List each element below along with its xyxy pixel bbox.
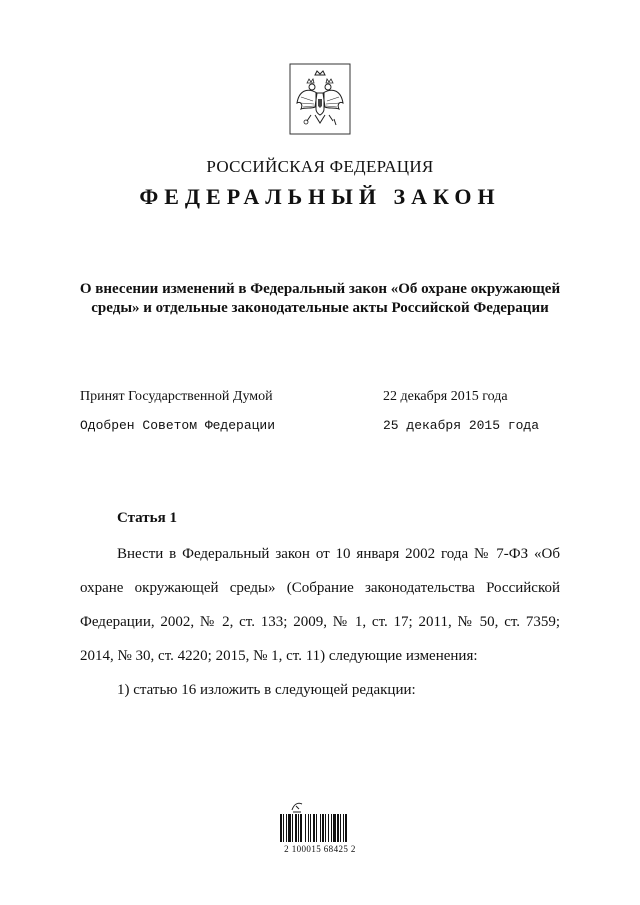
barcode-bar xyxy=(286,814,287,842)
barcode-bar xyxy=(331,814,332,842)
law-title: О внесении изменений в Федеральный закон «Об охране окружающей среды» и отдельные законодательные акты Российской Федерации xyxy=(79,281,561,316)
article-heading: Статья 1 xyxy=(117,510,177,526)
barcode-bar xyxy=(310,814,311,842)
adoption-label: Одобрен Советом Федерации xyxy=(80,418,276,433)
article-paragraph: 1) статью 16 изложить в следующей редакции: xyxy=(117,682,416,698)
country-name: РОССИЙСКАЯ ФЕДЕРАЦИЯ xyxy=(206,157,434,176)
barcode-bar xyxy=(337,814,339,842)
coat-of-arms-icon xyxy=(289,63,351,135)
barcode-bar xyxy=(305,814,306,842)
barcode-block xyxy=(270,800,370,860)
barcode-bar xyxy=(340,814,341,842)
article-body xyxy=(80,537,560,707)
stamp-mark-icon xyxy=(290,800,304,814)
barcode-bar xyxy=(288,814,291,842)
barcode-bar xyxy=(345,814,347,842)
barcode-bar xyxy=(328,814,329,842)
barcode-number: 2 100015 68425 2 xyxy=(284,844,356,854)
barcode-bar xyxy=(280,814,282,842)
barcode-bar xyxy=(325,814,326,842)
article-paragraph: Внести в Федеральный закон от 10 января 2002 года № 7-ФЗ «Об охране окружающей среды» (Собрание законодательства Российской Федерации, 2002, № 2, ст. 133; 2009, № 1, ст. 17; 2011, № 50, ст. 7359; 2014, № 30, ст. 4220; 2015, № 1, ст. 11) следующие изменения: xyxy=(80,546,560,664)
adoption-label: Принят Государственной Думой xyxy=(80,389,273,404)
barcode-bar xyxy=(295,814,297,842)
barcode-bar xyxy=(333,814,336,842)
document-type: ФЕДЕРАЛЬНЫЙ ЗАКОН xyxy=(139,184,501,209)
barcode-bar xyxy=(343,814,344,842)
barcode-bar xyxy=(292,814,293,842)
barcode xyxy=(280,814,360,842)
barcode-bar xyxy=(322,814,324,842)
barcode-bar xyxy=(308,814,309,842)
barcode-bar xyxy=(300,814,302,842)
barcode-bar xyxy=(313,814,315,842)
barcode-bar xyxy=(298,814,299,842)
barcode-bar xyxy=(320,814,321,842)
adoption-date: 22 декабря 2015 года xyxy=(383,389,508,404)
barcode-bar xyxy=(316,814,317,842)
adoption-date: 25 декабря 2015 года xyxy=(383,418,540,433)
barcode-bar xyxy=(283,814,284,842)
